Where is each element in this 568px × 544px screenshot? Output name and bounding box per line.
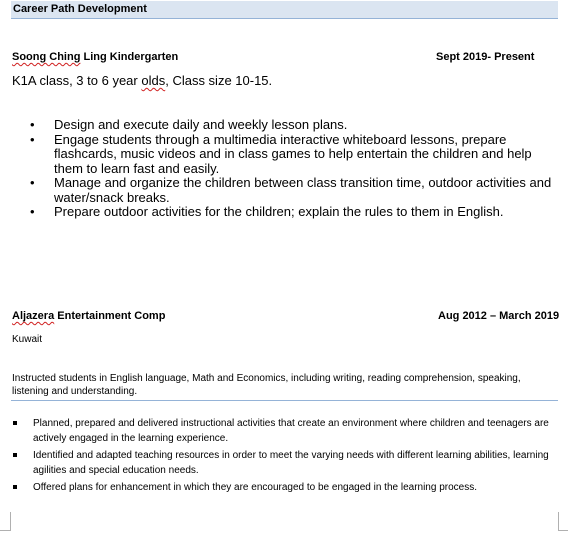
job2-summary: Instructed students in English language, Math and Economics, including writing, reading comprehension, speaking, listening and understanding. bbox=[12, 373, 521, 397]
job2-employer-part2: Entertainment Comp bbox=[54, 310, 166, 322]
job1-date: Sept 2019- Present bbox=[436, 51, 535, 63]
job1-employer bbox=[12, 51, 178, 63]
job2-date: Aug 2012 – March 2019 bbox=[438, 310, 560, 322]
list-item: • Prepare outdoor activities for the children; explain the rules to them in English. bbox=[30, 205, 560, 220]
divider bbox=[11, 400, 558, 401]
list-item: Offered plans for enhancement in which they are encouraged to be engaged in the learning process. bbox=[13, 480, 558, 495]
list-item: • Manage and organize the children between class transition time, outdoor activities and water/snack breaks. bbox=[30, 176, 560, 205]
job2-location: Kuwait bbox=[12, 334, 43, 345]
job1-employer-part2: Ling Kindergarten bbox=[80, 51, 179, 63]
list-item: • Design and execute daily and weekly lesson plans. bbox=[30, 118, 560, 133]
list-item: Planned, prepared and delivered instructional activities that create an environment where children and teenagers are actively engaged in the learning experience. bbox=[13, 416, 558, 446]
section-title: Career Path Development bbox=[13, 3, 147, 15]
job1-summary-part1: K1A class, 3 to 6 year bbox=[12, 73, 142, 88]
job1-employer-part1: Soong Ching bbox=[12, 51, 81, 63]
job2-bullet-list bbox=[13, 416, 558, 497]
list-item: Identified and adapted teaching resources in order to meet the varying needs with different learning abilities, learning agilities and special education needs. bbox=[13, 448, 558, 478]
job2-employer-part1: Aljazera bbox=[12, 310, 55, 322]
section-header bbox=[11, 1, 558, 19]
job1-summary bbox=[12, 73, 272, 88]
job1-bullet-list bbox=[30, 118, 560, 220]
job1-summary-part3: , Class size 10-15. bbox=[165, 73, 273, 88]
list-item: • Engage students through a multimedia interactive whiteboard lessons, prepare flashcards, music videos and in class games to help entertain the children and help them to learn fast and easily. bbox=[30, 133, 560, 177]
page-corner-mark-right bbox=[558, 512, 568, 531]
job1-summary-part2: olds bbox=[141, 73, 166, 88]
job2-employer bbox=[12, 310, 165, 322]
page-corner-mark-left bbox=[0, 512, 11, 531]
